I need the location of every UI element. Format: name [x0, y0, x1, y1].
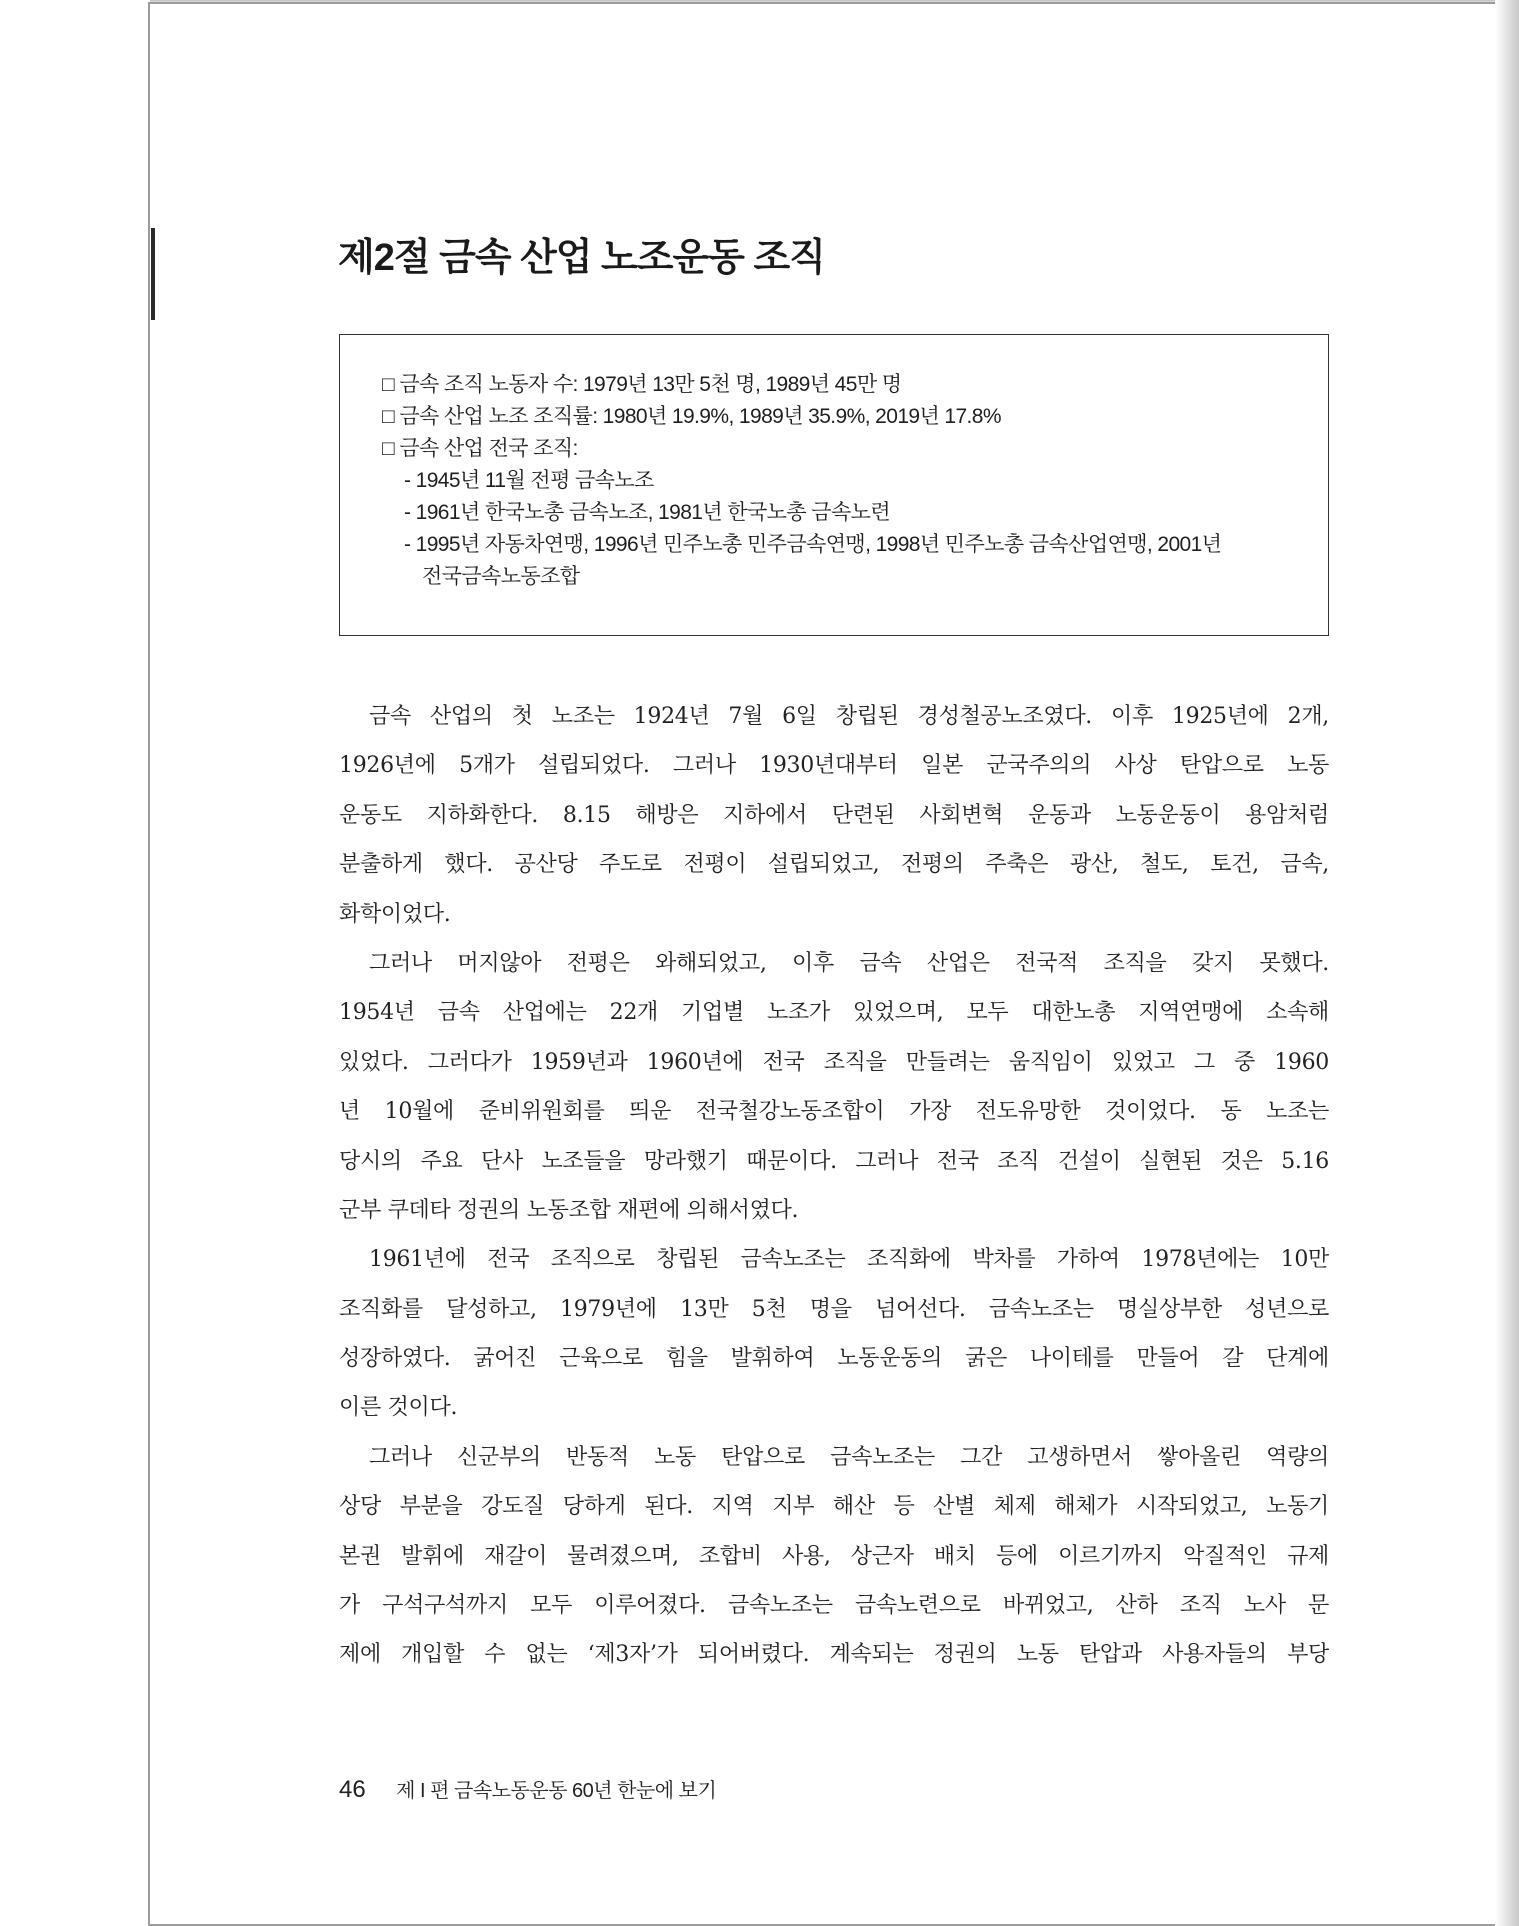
paragraph-line: 상당 부분을 강도질 당하게 된다. 지역 지부 해산 등 산별 체제 해체가 시작되었고, 노동기 — [339, 1494, 1329, 1520]
summary-subitem: - 1995년 자동차연맹, 1996년 민주노총 민주금속연맹, 1998년 민주노총 금속산업연맹, 2001년 — [404, 533, 1222, 556]
paragraph-line: 금속 산업의 첫 노조는 1924년 7월 6일 창립된 경성철공노조였다. 이후 1925년에 2개, — [369, 704, 1329, 729]
paragraph-line: 이른 것이다. — [339, 1395, 458, 1421]
paragraph-line: 조직화를 달성하고, 1979년에 13만 5천 명을 넘어선다. 금속노조는 명실상부한 성년으로 — [339, 1296, 1329, 1322]
summary-item: □ 금속 조직 노동자 수: 1979년 13만 5천 명, 1989년 45만 명 — [382, 373, 902, 396]
summary-list — [382, 369, 1221, 593]
paragraph-line: 가 구석구석까지 모두 이루어졌다. 금속노조는 금속노련으로 바뀌었고, 산하 조직 노사 문 — [339, 1593, 1329, 1619]
summary-item: □ 금속 산업 노조 조직률: 1980년 19.9%, 1989년 35.9%, 2019년 17.8% — [382, 405, 1001, 428]
section-title: 제2절 금속 산업 노조운동 조직 — [338, 237, 825, 279]
paragraph-line: 분출하게 했다. 공산당 주도로 전평이 설립되었고, 전평의 주축은 광산, 철도, 토건, 금속, — [339, 852, 1329, 878]
page-edge-shadow — [1495, 0, 1519, 1926]
paragraph-line: 1954년 금속 산업에는 22개 기업별 노조가 있었으며, 모두 대한노총 지역연맹에 소속해 — [339, 1000, 1329, 1026]
summary-subitem: - 1961년 한국노총 금속노조, 1981년 한국노총 금속노련 — [404, 501, 891, 524]
summary-box — [339, 334, 1329, 636]
paragraph-line: 1926년에 5개가 설립되었다. 그러나 1930년대부터 일본 군국주의의 사상 탄압으로 노동 — [339, 753, 1329, 779]
spine-marker — [151, 228, 155, 320]
running-title: 제 I 편 금속노동운동 60년 한눈에 보기 — [396, 1780, 717, 1802]
paragraph-line: 군부 쿠데타 정권의 노동조합 재편에 의해서였다. — [339, 1197, 799, 1223]
paragraph-line: 그러나 머지않아 전평은 와해되었고, 이후 금속 산업은 전국적 조직을 갖지 못했다. — [369, 950, 1329, 976]
paragraph-line: 1961년에 전국 조직으로 창립된 금속노조는 조직화에 박차를 가하여 1978년에는 10만 — [369, 1247, 1329, 1273]
paragraph-line: 년 10월에 준비위원회를 띄운 전국철강노동조합이 가장 전도유망한 것이었다. 동 노조는 — [339, 1099, 1329, 1125]
paragraph-line: 화학이었다. — [339, 901, 451, 927]
paragraph-line: 성장하였다. 굵어진 근육으로 힘을 발휘하여 노동운동의 굵은 나이테를 만들어 갈 단계에 — [339, 1346, 1329, 1372]
summary-subitem: - 1945년 11월 전평 금속노조 — [404, 469, 654, 492]
summary-item: □ 금속 산업 전국 조직: — [382, 437, 578, 460]
paragraph-line: 본권 발휘에 재갈이 물려졌으며, 조합비 사용, 상근자 배치 등에 이르기까지 악질적인 규제 — [339, 1543, 1329, 1569]
body-text — [339, 692, 1329, 1680]
page-footer — [339, 1774, 716, 1804]
paragraph-line: 있었다. 그러다가 1959년과 1960년에 전국 조직을 만들려는 움직임이 있었고 그 중 1960 — [339, 1049, 1329, 1075]
page-number: 46 — [339, 1776, 366, 1803]
paragraph-line: 당시의 주요 단사 노조들을 망라했기 때문이다. 그러나 전국 조직 건설이 실현된 것은 5.16 — [339, 1148, 1329, 1174]
paragraph-line: 운동도 지하화한다. 8.15 해방은 지하에서 단련된 사회변혁 운동과 노동운동이 용암처럼 — [339, 802, 1329, 828]
summary-subitem-continuation: 전국금속노동조합 — [422, 565, 580, 588]
paragraph-line: 그러나 신군부의 반동적 노동 탄압으로 금속노조는 그간 고생하면서 쌓아올린 역량의 — [369, 1444, 1329, 1470]
paragraph-line: 제에 개입할 수 없는 ‘제3자’가 되어버렸다. 계속되는 정권의 노동 탄압과 사용자들의 부당 — [339, 1642, 1329, 1668]
